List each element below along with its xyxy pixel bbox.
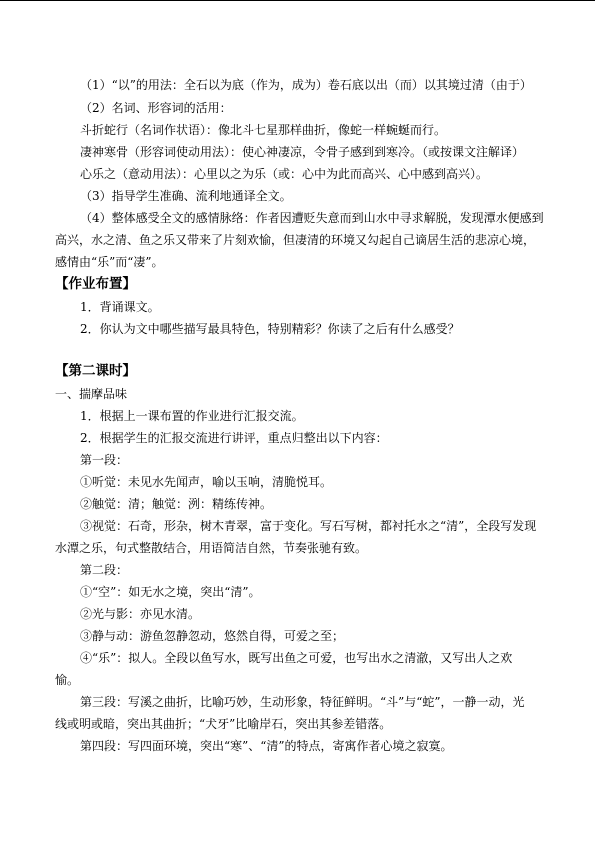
page-top-border	[0, 0, 595, 1]
section-heading-homework: 【作业布置】	[55, 276, 136, 292]
text-line: 线或明或暗，突出其曲折；“犬牙”比喻岸石，突出其参差错落。	[55, 717, 392, 731]
text-line: ③视觉：石奇，形杂，树木青翠，富于变化。写石写树，都衬托水之“清”，全段写发现	[80, 519, 537, 533]
text-line: 第三段：写溪之曲折，比喻巧妙，生动形象，特征鲜明。“斗”与“蛇”，一静一动，光	[80, 695, 525, 709]
section-heading-second-lesson: 【第二课时】	[55, 363, 136, 379]
text-line: 感情由“乐”而“凄”。	[55, 255, 164, 269]
text-line: ②触觉：清；触觉：洌：精练传神。	[80, 497, 273, 511]
list-item: 1．背诵课文。	[80, 300, 160, 314]
list-item: 2．根据学生的汇报交流进行讲评，重点归整出以下内容：	[80, 431, 388, 445]
text-line: 斗折蛇行（名词作状语）：像北斗七星那样曲折，像蛇一样蜿蜒而行。	[80, 123, 447, 137]
text-line: 第二段：	[80, 563, 129, 577]
text-line: 凄神寒骨（形容词使动用法）：使心神凄凉，令骨子感到到寒冷。（或按课文注解译）	[80, 145, 525, 159]
text-line: ③静与动：游鱼忽静忽动，悠然自得，可爱之至；	[80, 629, 345, 643]
text-line: 第一段：	[80, 453, 129, 467]
text-line: 愉。	[55, 673, 80, 687]
text-line: 第四段：写四面环境，突出“寒”、“清”的特点，寄寓作者心境之寂寞。	[80, 739, 453, 753]
text-line: （1）“以”的用法：全石以为底（作为，成为）卷石底以出（而）以其境过清（由于）	[80, 78, 532, 92]
text-line: （4）整体感受全文的感情脉络：作者因遭贬失意而到山水中寻求解脱，发现潭水便感到	[80, 211, 544, 225]
text-line: （2）名词、形容词的活用：	[80, 101, 232, 115]
text-line: ②光与影：亦见水清。	[80, 607, 201, 621]
list-item: 2．你认为文中哪些描写最具特色，特别精彩？你读了之后有什么感受？	[80, 322, 460, 336]
text-line: ①听觉：未见水先闻声，喻以玉响，清脆悦耳。	[80, 475, 333, 489]
text-line: 水潭之乐，句式整散结合，用语简洁自然，节奏张驰有致。	[55, 541, 368, 555]
text-line: （3）指导学生准确、流利地通译全文。	[80, 189, 292, 203]
text-line: ①“空”：如无水之境，突出“清”。	[80, 585, 261, 599]
subsection-heading: 一、揣摩品味	[55, 387, 128, 401]
text-line: 心乐之（意动用法）：心里以之为乐（或：心中为此而高兴、心中感到高兴）。	[80, 167, 489, 181]
text-line: 高兴，水之清、鱼之乐又带来了片刻欢愉，但凄清的环境又勾起自己谪居生活的悲凉心境，	[55, 233, 536, 247]
text-line: ④“乐”：拟人。全段以鱼写水，既写出鱼之可爱，也写出水之清澈，又写出人之欢	[80, 651, 513, 665]
list-item: 1．根据上一课布置的作业进行汇报交流。	[80, 409, 304, 423]
